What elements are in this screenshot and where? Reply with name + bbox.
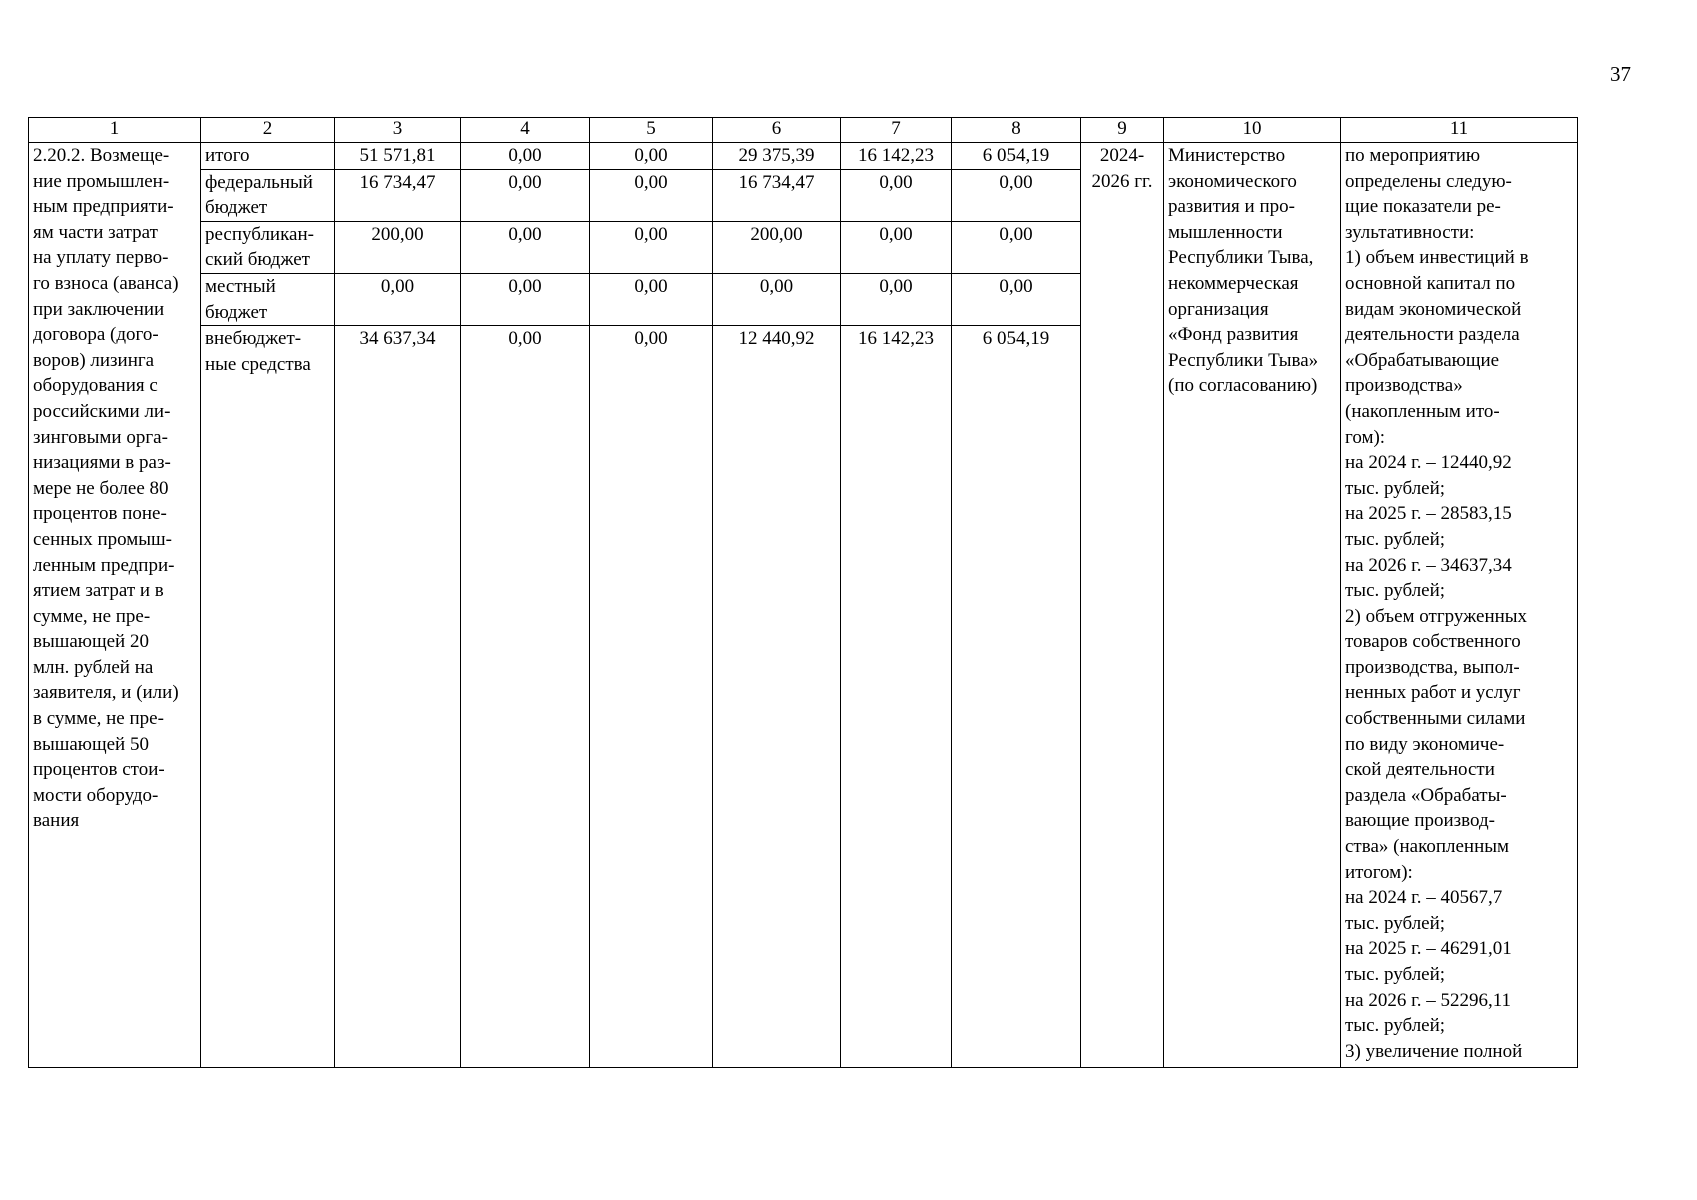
amount-year: 29 375,39: [713, 143, 841, 170]
amount-year: 0,00: [841, 221, 952, 273]
column-number: 4: [461, 118, 590, 143]
amount-year: 16 142,23: [841, 143, 952, 170]
funding-source: итого: [201, 143, 335, 170]
amount-year: 0,00: [590, 326, 713, 1068]
amount-year: 16 142,23: [841, 326, 952, 1068]
amount-year: 0,00: [952, 273, 1081, 325]
amount-year: 0,00: [590, 221, 713, 273]
amount-year: 12 440,92: [713, 326, 841, 1068]
column-number: 8: [952, 118, 1081, 143]
amount-year: 0,00: [461, 273, 590, 325]
amount-year: 200,00: [713, 221, 841, 273]
amount-year: 0,00: [841, 169, 952, 221]
column-number: 3: [335, 118, 461, 143]
amount-year: 0,00: [952, 169, 1081, 221]
table-row: [29, 143, 1578, 170]
column-number: 9: [1081, 118, 1164, 143]
funding-source: федеральный бюджет: [201, 169, 335, 221]
amount-total: 200,00: [335, 221, 461, 273]
column-number: 5: [590, 118, 713, 143]
amount-year: 6 054,19: [952, 143, 1081, 170]
measure-title: 2.20.2. Возмеще- ние промышлен- ным предприяти- ям части затрат на уплату перво- го взноса (аванса) при заключении договора (дого- воров) лизинга оборудования с российскими ли- зинговыми орга- низациями в раз- мере не более 80 процентов поне- сенных промыш- ленным предпри- ятием затрат и в сумме, не пре- вышающей 20 млн. рублей на заявителя, и (или) в сумме, не пре- вышающей 50 процентов стои- мости оборудо- вания: [29, 143, 201, 1068]
amount-year: 0,00: [461, 221, 590, 273]
amount-year: 0,00: [461, 143, 590, 170]
funding-source: внебюджет- ные средства: [201, 326, 335, 1068]
program-table: [28, 117, 1578, 1068]
column-number: 1: [29, 118, 201, 143]
amount-year: 0,00: [590, 169, 713, 221]
amount-year: 0,00: [841, 273, 952, 325]
amount-total: 0,00: [335, 273, 461, 325]
amount-year: 6 054,19: [952, 326, 1081, 1068]
amount-year: 0,00: [461, 169, 590, 221]
funding-source: местный бюджет: [201, 273, 335, 325]
amount-total: 34 637,34: [335, 326, 461, 1068]
column-number: 2: [201, 118, 335, 143]
amount-total: 16 734,47: [335, 169, 461, 221]
executor: Министерство экономического развития и про- мышленности Республики Тыва, некоммерческая организация «Фонд развития Республики Тыва» (по согласованию): [1164, 143, 1341, 1068]
column-number: 7: [841, 118, 952, 143]
amount-year: 0,00: [590, 273, 713, 325]
amount-year: 0,00: [952, 221, 1081, 273]
amount-total: 51 571,81: [335, 143, 461, 170]
implementation-period: 2024- 2026 гг.: [1081, 143, 1164, 1068]
amount-year: 16 734,47: [713, 169, 841, 221]
column-number: 6: [713, 118, 841, 143]
funding-source: республикан- ский бюджет: [201, 221, 335, 273]
column-number: 11: [1341, 118, 1578, 143]
column-number-row: [29, 118, 1578, 143]
column-number: 10: [1164, 118, 1341, 143]
amount-year: 0,00: [590, 143, 713, 170]
amount-year: 0,00: [713, 273, 841, 325]
amount-year: 0,00: [461, 326, 590, 1068]
performance-indicators: по мероприятию определены следую- щие показатели ре- зультативности: 1) объем инвестиций в основной капитал по видам экономической деятельности раздела «Обрабатывающие производства» (накопленным ито- гом): на 2024 г. – 12440,92 тыс. рублей; на 2025 г. – 28583,15 тыс. рублей; на 2026 г. – 34637,34 тыс. рублей; 2) объем отгруженных товаров собственного производства, выпол- ненных работ и услуг собственными силами по виду экономиче- ской деятельности раздела «Обрабаты- вающие производ- ства» (накопленным итогом): на 2024 г. – 40567,7 тыс. рублей; на 2025 г. – 46291,01 тыс. рублей; на 2026 г. – 52296,11 тыс. рублей; 3) увеличение полной: [1341, 143, 1578, 1068]
page-number: 37: [1610, 62, 1631, 86]
